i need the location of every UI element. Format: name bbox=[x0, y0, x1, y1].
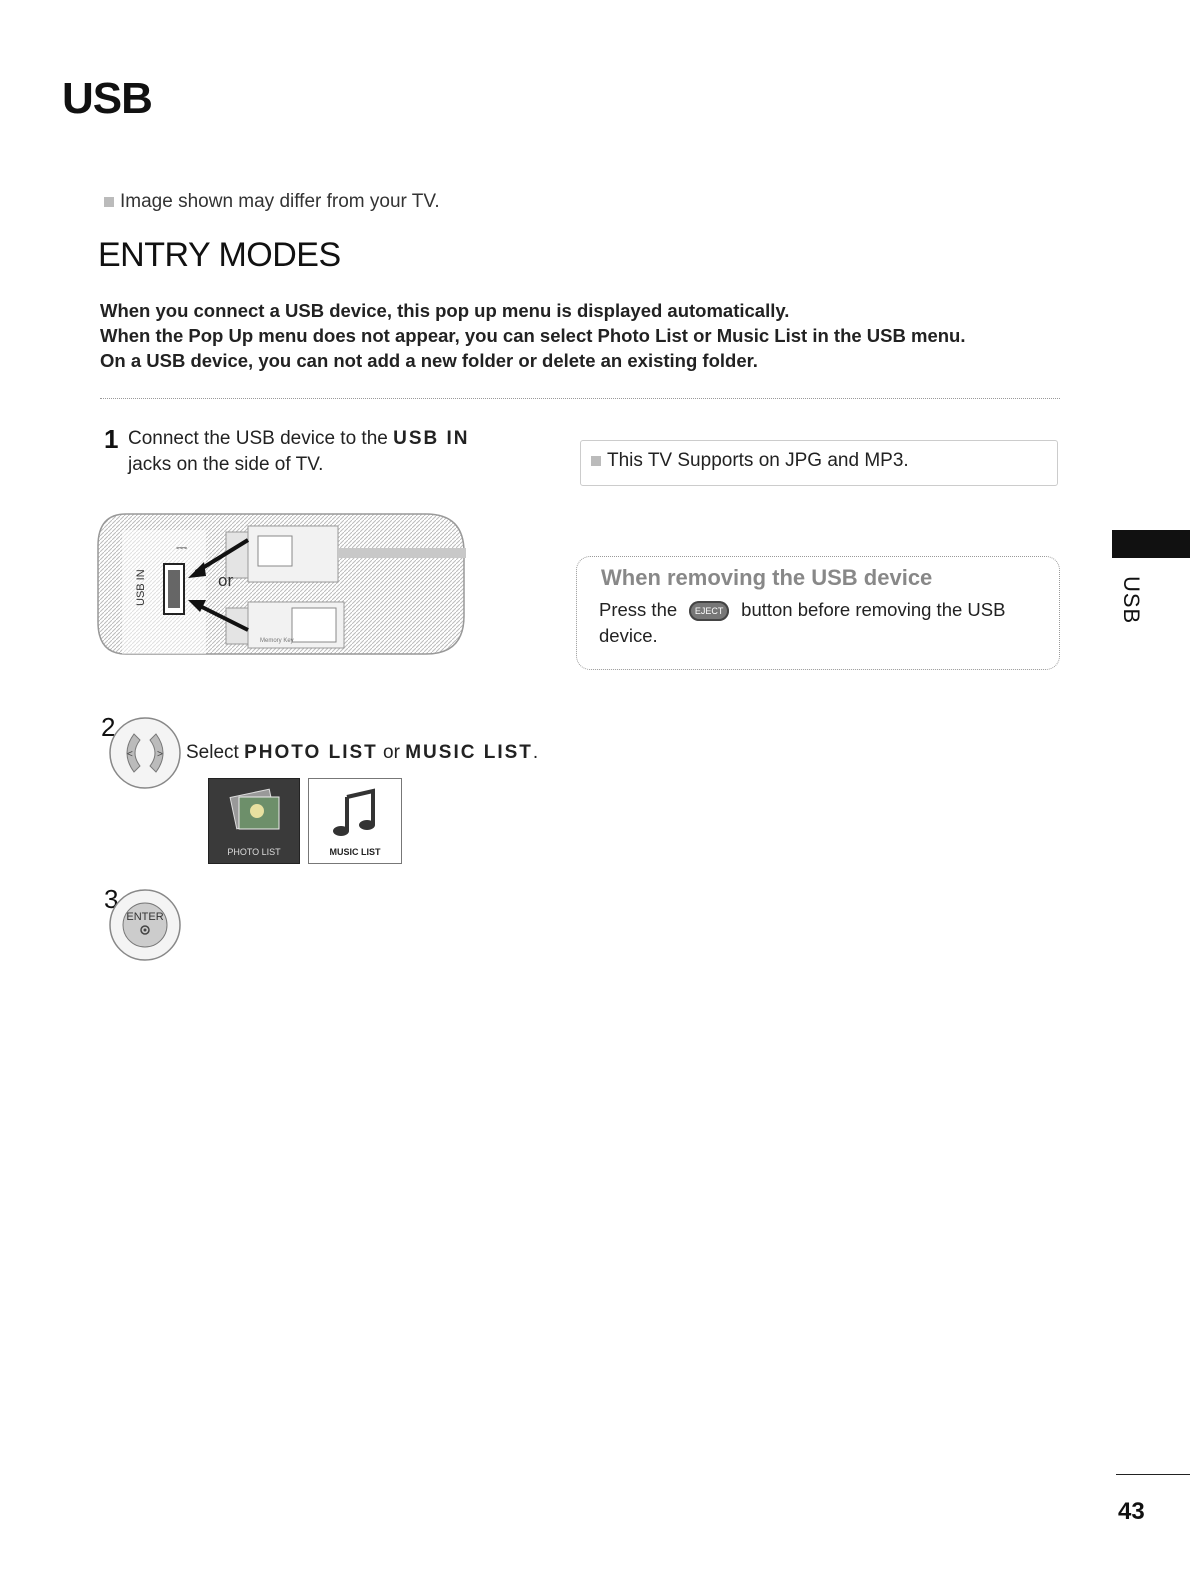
page-number: 43 bbox=[1118, 1498, 1145, 1525]
music-list-term: MUSIC LIST bbox=[405, 742, 533, 763]
eject-button-icon: EJECT bbox=[689, 601, 729, 621]
intro-line: When you connect a USB device, this pop up menu is displayed automatically. bbox=[100, 300, 790, 321]
intro-line: When the Pop Up menu does not appear, you can select Photo List or Music List in the USB menu. bbox=[100, 325, 966, 346]
svg-text:Memory Key: Memory Key bbox=[260, 638, 294, 644]
section-heading: ENTRY MODES bbox=[98, 236, 341, 274]
photo-icon bbox=[209, 779, 301, 843]
svg-text:<: < bbox=[127, 749, 133, 760]
intro-line: On a USB device, you can not add a new folder or delete an existing folder. bbox=[100, 350, 758, 371]
photo-list-label: PHOTO LIST bbox=[227, 847, 281, 857]
supported-formats-note bbox=[580, 440, 1058, 486]
step-number: 2 bbox=[101, 712, 116, 742]
footer-rule bbox=[1116, 1474, 1190, 1475]
step2-instruction: Select PHOTO LIST or MUSIC LIST. bbox=[186, 742, 539, 763]
disclaimer-text: Image shown may differ from your TV. bbox=[120, 191, 440, 212]
photo-list-term: PHOTO LIST bbox=[244, 742, 378, 763]
step1-text-after: jacks on the side of TV. bbox=[128, 454, 324, 475]
usb-port-slot bbox=[168, 570, 180, 608]
usb-in-term: USB IN bbox=[393, 428, 470, 449]
bullet-icon bbox=[104, 197, 114, 207]
left-right-navigation-icon bbox=[108, 716, 182, 790]
step-number: 1 bbox=[104, 424, 119, 454]
page-title: USB bbox=[62, 74, 152, 123]
divider bbox=[100, 398, 1060, 399]
music-note-icon bbox=[309, 779, 401, 843]
removal-instruction: Press the EJECT button before removing the USB device. bbox=[599, 599, 1006, 646]
usb-symbol-icon: ⎓ bbox=[176, 539, 188, 555]
bullet-icon bbox=[591, 456, 601, 466]
note-text: This TV Supports on JPG and MP3. bbox=[607, 450, 909, 471]
side-tab-label: USB bbox=[1119, 576, 1144, 625]
step-number: 3 bbox=[104, 884, 119, 914]
intro-paragraph bbox=[100, 298, 966, 373]
usb-port-label bbox=[135, 569, 147, 606]
svg-text:>: > bbox=[157, 749, 163, 760]
svg-text:USB IN: USB IN bbox=[135, 569, 147, 606]
disclaimer-note bbox=[104, 191, 440, 213]
step1-instruction bbox=[128, 426, 470, 478]
usb-connection-illustration bbox=[96, 512, 466, 658]
music-list-label: MUSIC LIST bbox=[329, 847, 381, 857]
usb-memory-key bbox=[226, 602, 344, 648]
enter-button-icon bbox=[108, 888, 182, 962]
photo-list-tile[interactable] bbox=[208, 778, 300, 864]
removal-note-box bbox=[576, 556, 1060, 670]
side-tab-marker bbox=[1112, 530, 1190, 558]
svg-text:ENTER: ENTER bbox=[126, 911, 164, 923]
removal-title: When removing the USB device bbox=[601, 565, 933, 590]
step1-text-before: Connect the USB device to the bbox=[128, 428, 388, 449]
music-list-tile[interactable] bbox=[308, 778, 402, 864]
or-label: or bbox=[218, 571, 234, 590]
